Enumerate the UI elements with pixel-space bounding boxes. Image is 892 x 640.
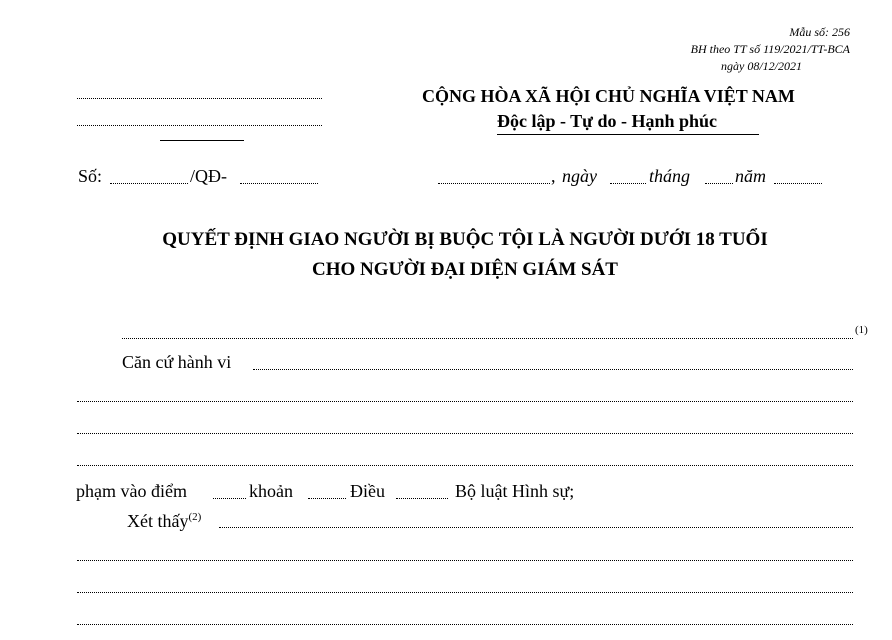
number-label: Số:: [78, 166, 103, 186]
behavior-blank-4[interactable]: [77, 465, 853, 466]
decision-code-blank[interactable]: [240, 183, 318, 184]
form-issued-by: BH theo TT số 119/2021/TT-BCA: [690, 42, 850, 56]
month-label: tháng: [649, 166, 691, 186]
khoan-label: khoản: [249, 481, 293, 501]
year-blank[interactable]: [774, 183, 822, 184]
country-name: CỘNG HÒA XÃ HỘI CHỦ NGHĨA VIỆT NAM: [422, 86, 795, 106]
article-blank[interactable]: [396, 498, 448, 499]
document-title: [0, 225, 892, 285]
decision-code-label: /QĐ-: [190, 166, 227, 186]
note-2: (2): [188, 511, 202, 523]
xet-thay-label: [127, 511, 201, 532]
clause-blank[interactable]: [308, 498, 346, 499]
national-motto: Độc lập - Tự do - Hạnh phúc: [497, 111, 718, 131]
form-issue-date: ngày 08/12/2021: [721, 59, 802, 73]
penal-code-label: Bộ luật Hình sự;: [455, 481, 575, 501]
pham-vao-diem-label: phạm vào điểm: [76, 481, 187, 501]
consideration-blank-1[interactable]: [219, 527, 853, 528]
place-comma: ,: [551, 166, 556, 186]
consideration-blank-2[interactable]: [77, 560, 853, 561]
day-label: ngày: [562, 166, 597, 186]
title-line-1: QUYẾT ĐỊNH GIAO NGƯỜI BỊ BUỘC TỘI LÀ NGƯỜI DƯỚI 18 TUỔI: [162, 229, 768, 250]
consideration-blank-4[interactable]: [77, 624, 853, 625]
can-cu-label: Căn cứ hành vi: [122, 352, 232, 372]
agency-line-1[interactable]: [77, 98, 322, 99]
behavior-blank-3[interactable]: [77, 433, 853, 434]
year-label: năm: [735, 166, 766, 186]
authority-blank[interactable]: [122, 338, 853, 339]
agency-underline: [160, 140, 244, 141]
form-meta: [691, 24, 850, 75]
behavior-blank-2[interactable]: [77, 401, 853, 402]
dieu-label: Điều: [350, 481, 385, 501]
form-number: Mẫu số: 256: [789, 25, 850, 39]
title-line-2: CHO NGƯỜI ĐẠI DIỆN GIÁM SÁT: [312, 259, 618, 280]
consideration-blank-3[interactable]: [77, 592, 853, 593]
point-blank[interactable]: [213, 498, 246, 499]
motto-underline: [497, 134, 759, 135]
month-blank[interactable]: [705, 183, 733, 184]
place-blank[interactable]: [438, 183, 550, 184]
day-blank[interactable]: [610, 183, 646, 184]
agency-line-2[interactable]: [77, 125, 322, 126]
number-blank[interactable]: [110, 183, 188, 184]
note-1: (1): [855, 324, 868, 336]
behavior-blank-1[interactable]: [253, 369, 853, 370]
xet-thay-text: Xét thấy: [127, 511, 189, 531]
